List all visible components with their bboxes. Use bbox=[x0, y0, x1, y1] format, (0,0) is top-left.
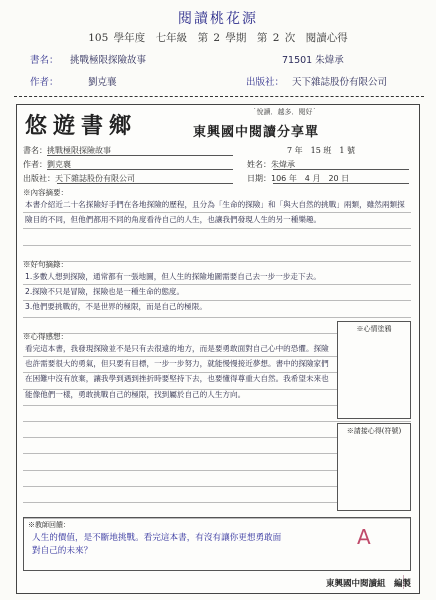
doodle-box bbox=[337, 321, 411, 419]
quote-2: 2.探險不只是冒險，探險也是一種生命的態度。 bbox=[25, 287, 185, 297]
sheet-date-value: 106 年 4 月 20 日 bbox=[271, 174, 350, 183]
doodle-caption: ※心情塗鴉 bbox=[356, 325, 392, 333]
author-underline bbox=[47, 169, 233, 170]
divider bbox=[14, 96, 424, 97]
sheet-name-label: 姓名： bbox=[247, 160, 271, 169]
reflection-text: 看完這本書，我發現探險並不是只有去很遠的地方，而是要勇敢面對自己心中的恐懼。探險也許需要很大的勇氣，但只要有目標，一步一步努力，就能慢慢接近夢想。書中的探險家們在困難中沒有放棄，讓我學到遇到挫折時要堅持下去，也要懂得尊重大自然。我希望未來也能像他們一樣，勇敢挑戰自己的極限，找到屬於自己的人生方向。 bbox=[25, 344, 329, 399]
sheet-book-label: 書名： bbox=[23, 146, 47, 155]
summary-text: 本書介紹近二十名探險好手們在各地探險的歷程，且分為「生命的探險」和「與大自然的挑戰」兩類，雖然兩類探險目的不同，但他們都用不同的角度看待自己的人生，也讓我們發現人生的另一種樂趣。 bbox=[25, 200, 405, 225]
sheet-date-label: 日期： bbox=[247, 174, 271, 183]
book-value: 挑戰極限探險故事 bbox=[70, 55, 147, 66]
name-underline bbox=[273, 169, 409, 170]
publisher-label: 出版社： bbox=[246, 77, 285, 88]
grade-mark: A bbox=[357, 525, 371, 549]
sheet-author-value: 劉克襄 bbox=[47, 160, 71, 169]
sheet-publisher-label: 出版社： bbox=[23, 174, 55, 183]
book-underline bbox=[47, 155, 233, 156]
reflection-heading: ※心得感想： bbox=[23, 332, 68, 341]
author-value: 劉克襄 bbox=[88, 77, 117, 88]
quotes-heading: ※好句摘錄： bbox=[23, 260, 68, 269]
sheet-book-value: 挑戰極限探險故事 bbox=[47, 146, 111, 155]
sheet-class-value: 7 年 15 班 1 號 bbox=[287, 146, 355, 155]
sheet-title: 東興國中閱讀分享單 bbox=[193, 125, 320, 140]
quote-3: 3.他們要挑戰的，不是世界的極限，而是自己的極限。 bbox=[25, 302, 207, 312]
quote-1: 1.多數人想到探險，通常都有一張地圖，但人生的探險地圖需要自己去一步一步走下去。 bbox=[25, 272, 321, 281]
sheet-motto: ˙悅讀．越多．閱好˙ bbox=[253, 108, 316, 116]
symbol-box bbox=[337, 423, 411, 511]
student-value: 71501 朱煒承 bbox=[282, 55, 344, 66]
sheet-logo: 悠遊書鄉 bbox=[25, 113, 138, 139]
reading-sheet bbox=[16, 104, 420, 594]
summary-heading: ※內容摘要： bbox=[23, 188, 68, 197]
publisher-value: 天下雜誌股份有限公司 bbox=[292, 77, 388, 88]
quotes-text bbox=[25, 269, 409, 315]
page-subtitle: 105 學年度 七年級 第 2 學期 第 2 次 閱讀心得 bbox=[88, 32, 348, 44]
symbol-caption: ※請接心得(符號) bbox=[346, 427, 402, 435]
sheet-publisher-value: 天下雜誌股份有限公司 bbox=[55, 174, 135, 183]
publisher-underline bbox=[57, 183, 233, 184]
date-underline bbox=[273, 183, 409, 184]
page-title: 閱讀桃花源 bbox=[178, 11, 258, 27]
book-label: 書名： bbox=[30, 55, 59, 66]
sheet-name-value: 朱煒承 bbox=[271, 160, 295, 169]
teacher-feedback-text: 人生的價值，是不斷地挑戰。看完這本書，有沒有讓你更想勇敢面對自己的未來？ bbox=[32, 533, 282, 556]
teacher-feedback-box bbox=[23, 517, 411, 571]
author-label: 作者： bbox=[30, 77, 59, 88]
sheet-footer: 東興國中閱讀組 編製 bbox=[325, 579, 411, 589]
sheet-author-label: 作者： bbox=[23, 160, 47, 169]
teacher-feedback-heading: ※教師回饋： bbox=[28, 521, 70, 529]
